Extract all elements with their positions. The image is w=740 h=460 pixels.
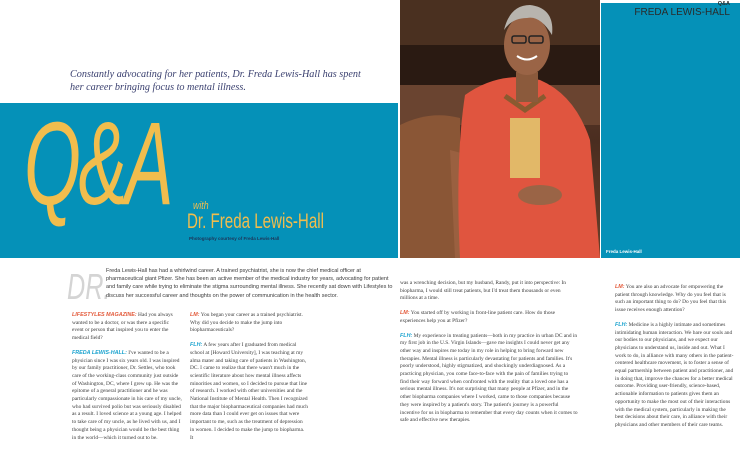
question-text: You started off by working in front-line patient care. How do those experiences help you at Pfizer? [400, 310, 556, 324]
column-2 [190, 312, 308, 449]
portrait-photo [400, 0, 600, 258]
photo-caption: Freda Lewis-Hall [606, 249, 642, 254]
column-1 [72, 312, 182, 449]
running-head [634, 1, 730, 18]
intro-dropcap: DR. [67, 266, 111, 307]
question-label: LM: [615, 284, 625, 290]
answer-label: FLH: [615, 321, 628, 328]
answer-label: FLH: [400, 332, 413, 339]
answer [72, 350, 182, 442]
question-text: You are also an advocate for empowering the patient through knowledge. Why do you feel that is such an important thing to do? Do you feel that this issue receives enough attention? [615, 284, 727, 314]
question-text: You began your career as a trained psychiatrist. Why did you decide to make the jump into biopharmaceuticals? [190, 312, 303, 334]
question [400, 310, 578, 325]
title-name: Dr. Freda Lewis-Hall [187, 210, 324, 233]
answer [615, 322, 735, 430]
photo-band [601, 3, 740, 258]
answer-text: My experience in treating patients—both in my practice in urban DC and in my first job in the U.S. Virgin Islands—gave me insights I could never get any other way and inspires me today in my role in helping to bring forward new therapies. Mental illness is particularly devastating for patients and families. It's poorly understood, highly stigmatized, and shockingly underdiagnosed. As a practicing physician, you come face-to-face with the pain of families trying to find their way forward when confronted with the reality that a loved one has a serious mental illness. It's not surprising that many people at Pfizer, and in the other biopharma companies where I worked, came to those companies because they were inspired by a patient's story. The patient's journey is a powerful incentive for us in biopharma to remember that every day counts when it comes to safe and effective new therapies. [400, 332, 578, 424]
question-label: LM: [190, 312, 200, 318]
answer-text: I've wanted to be a physician since I was six years old. I was inspired by our family practitioner, Dr. Settles, who took care of the working-class community just outside of Washington, DC, where I grew up. He was the epitome of a general practitioner and he was particularly compassionate in his care of my uncle, who had survived polio but was seriously disabled as a result. I loved science at a young age. I helped to take care of my uncle, as he lived with us, and I thought being a physician would be the best thing in the world—which it turned out to be. [72, 349, 182, 441]
question [72, 312, 182, 343]
running-head-section: Q&A [717, 1, 730, 7]
column-3 [400, 280, 578, 432]
intro-text: Freda Lewis-Hall has had a whirlwind career. A trained psychiatrist, she is now the chief medical officer at pharmaceutical giant Pfizer. She has been an active member of the medical industry for years, advocating for patient and family care while trying to eliminate the stigma surrounding mental illness. She recently sat down with Lifestyles to discuss her successful career and thoughts on the power of communication in the health sector. [106, 268, 393, 299]
answer-text: A few years after I graduated from medical school at [Howard University], I was teaching at my alma mater and taking care of patients in Washington, DC. I came to realize that there wasn't much in the scientific literature about how mental illness affects minorities and women, so I decided to pursue that line of research. I worked with other universities and the National Institute of Mental Health. Then I recognized that the major biopharmaceutical companies had much more data than I could ever get on issues that were important to me, such as the treatment of depression in women. I decided to make the jump to biopharma. It [190, 342, 308, 441]
answer [400, 333, 578, 425]
question-label: LM: [400, 310, 410, 317]
photo-credit: Photography courtesy of Freda Lewis-Hall [189, 236, 280, 241]
question [615, 284, 735, 315]
deck: Constantly advocating for her patients, Dr. Freda Lewis-Hall has spent her career bringing focus to mental illness. [70, 69, 361, 93]
answer-label: FLH: [190, 342, 203, 349]
running-head-name: FREDA LEWIS-HALL [634, 7, 730, 18]
title-with: with [193, 200, 209, 212]
answer-continued [400, 280, 578, 303]
answer-label: FREDA LEWIS-HALL: [72, 349, 127, 356]
answer-text: Medicine is a highly intimate and sometimes intimidating human interaction. We bare our souls and our bodies to our physicians, and we expect our physicians to understand us, inside and out. What I work to do, in alliance with many others in the patient-centered healthcare movement, is to foster a sense of equal partnership between patient and practitioner, and in doing that, improve the chances for a better medical outcome. Providing user-friendly, science-based, actionable information to patients gives them an opportunity to make the most out of their interactions with the medical system, particularly in making the best decisions about their care, in alliance with their physicians and other members of their care teams. [615, 321, 734, 428]
qa-title: Q&A [24, 98, 172, 230]
question [190, 312, 308, 335]
question-text: Had you always wanted to be a doctor, or was there a specific event or person that inspired you to enter the medical field? [72, 312, 173, 342]
answer-text: was a wrenching decision, but my husband, Randy, put it into perspective: In biopharma, I would still treat patients, but I'd treat them thousands or even millions at a time. [400, 280, 566, 302]
question-label: LIFESTYLES MAGAZINE: [72, 312, 137, 318]
column-4 [615, 284, 735, 437]
answer [190, 342, 308, 442]
